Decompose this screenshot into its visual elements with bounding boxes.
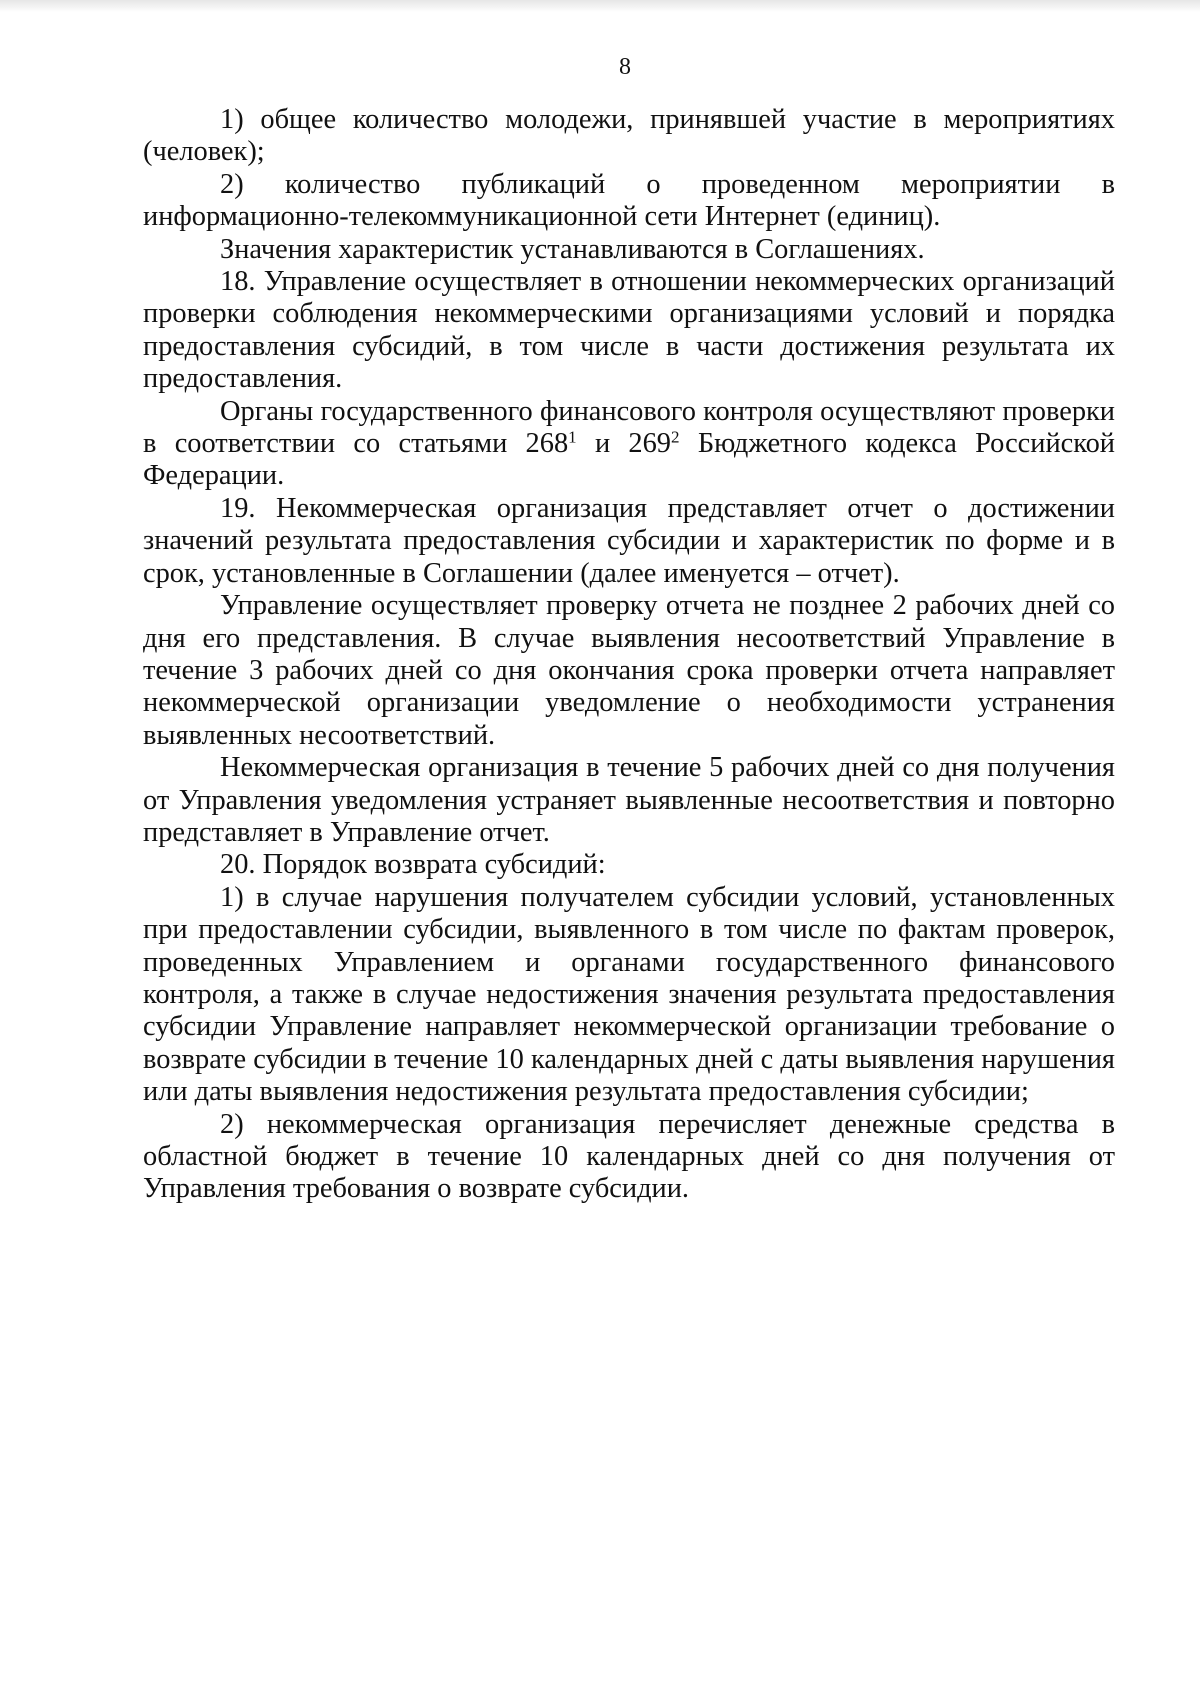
scan-edge <box>0 0 1200 12</box>
superscript-268: 1 <box>568 427 577 447</box>
document-page <box>143 52 1115 1206</box>
paragraph-financial-control <box>143 396 1115 493</box>
superscript-269: 2 <box>671 427 680 447</box>
paragraph-return-2: 2) некоммерческая организация перечисляет денежные средства в областной бюджет в течение 10 календарных дней со дня получения от Управления требования о возврате субсидии. <box>143 1108 1115 1205</box>
paragraph-financial-control-text-after: Бюджетного кодекса Российской Федерации. <box>143 428 1115 492</box>
paragraph-characteristics: Значения характеристик устанавливаются в Соглашениях. <box>220 233 925 265</box>
paragraph-indicator-1: 1) общее количество молодежи, принявшей участие в мероприятиях (человек); <box>143 104 1115 168</box>
paragraph-return-1: 1) в случае нарушения получателем субсидии условий, установленных при предоставлении субсидии, выявленного в том числе по фактам проверок, проведенных Управлением и органами государственного финансового контроля, а также в случае недостижения значения результата предоставления субсидии Управление направляет некоммерческой организации требование о возврате субсидии в течение 10 календарных дней с даты выявления нарушения или даты выявления недостижения результата предоставления субсидии; <box>143 881 1115 1108</box>
paragraph-20: 20. Порядок возврата субсидий: <box>220 849 606 881</box>
paragraph-financial-control-text-before: Органы государственного финансового контроля осуществляют проверки в соответствии со статьями 268 <box>143 395 1115 460</box>
paragraph-18: 18. Управление осуществляет в отношении некоммерческих организаций проверки соблюдения некоммерческими организациями условий и порядка предоставления субсидий, в том числе в части достижения результата их предоставления. <box>143 266 1115 395</box>
page-number: 8 <box>619 54 631 80</box>
paragraph-report-check: Управление осуществляет проверку отчета не позднее 2 рабочих дней со дня его представления. В случае выявления несоответствий Управление в течение 3 рабочих дней со дня окончания срока проверки отчета направляет некоммерческой организации уведомление о необходимости устранения выявленных несоответствий. <box>143 590 1115 751</box>
paragraph-financial-control-text-middle: и 269 <box>576 428 672 460</box>
paragraph-report-fix: Некоммерческая организация в течение 5 рабочих дней со дня получения от Управления уведомления устраняет выявленные несоответствия и повторно представляет в Управление отчет. <box>143 752 1115 848</box>
paragraph-19: 19. Некоммерческая организация представляет отчет о достижении значений результата предоставления субсидии и характеристик по форме и в срок, установленные в Соглашении (далее именуется – отчет). <box>143 492 1115 589</box>
paragraph-indicator-2: 2) количество публикаций о проведенном мероприятии в информационно-телекоммуникационной сети Интернет (единиц). <box>143 168 1115 233</box>
